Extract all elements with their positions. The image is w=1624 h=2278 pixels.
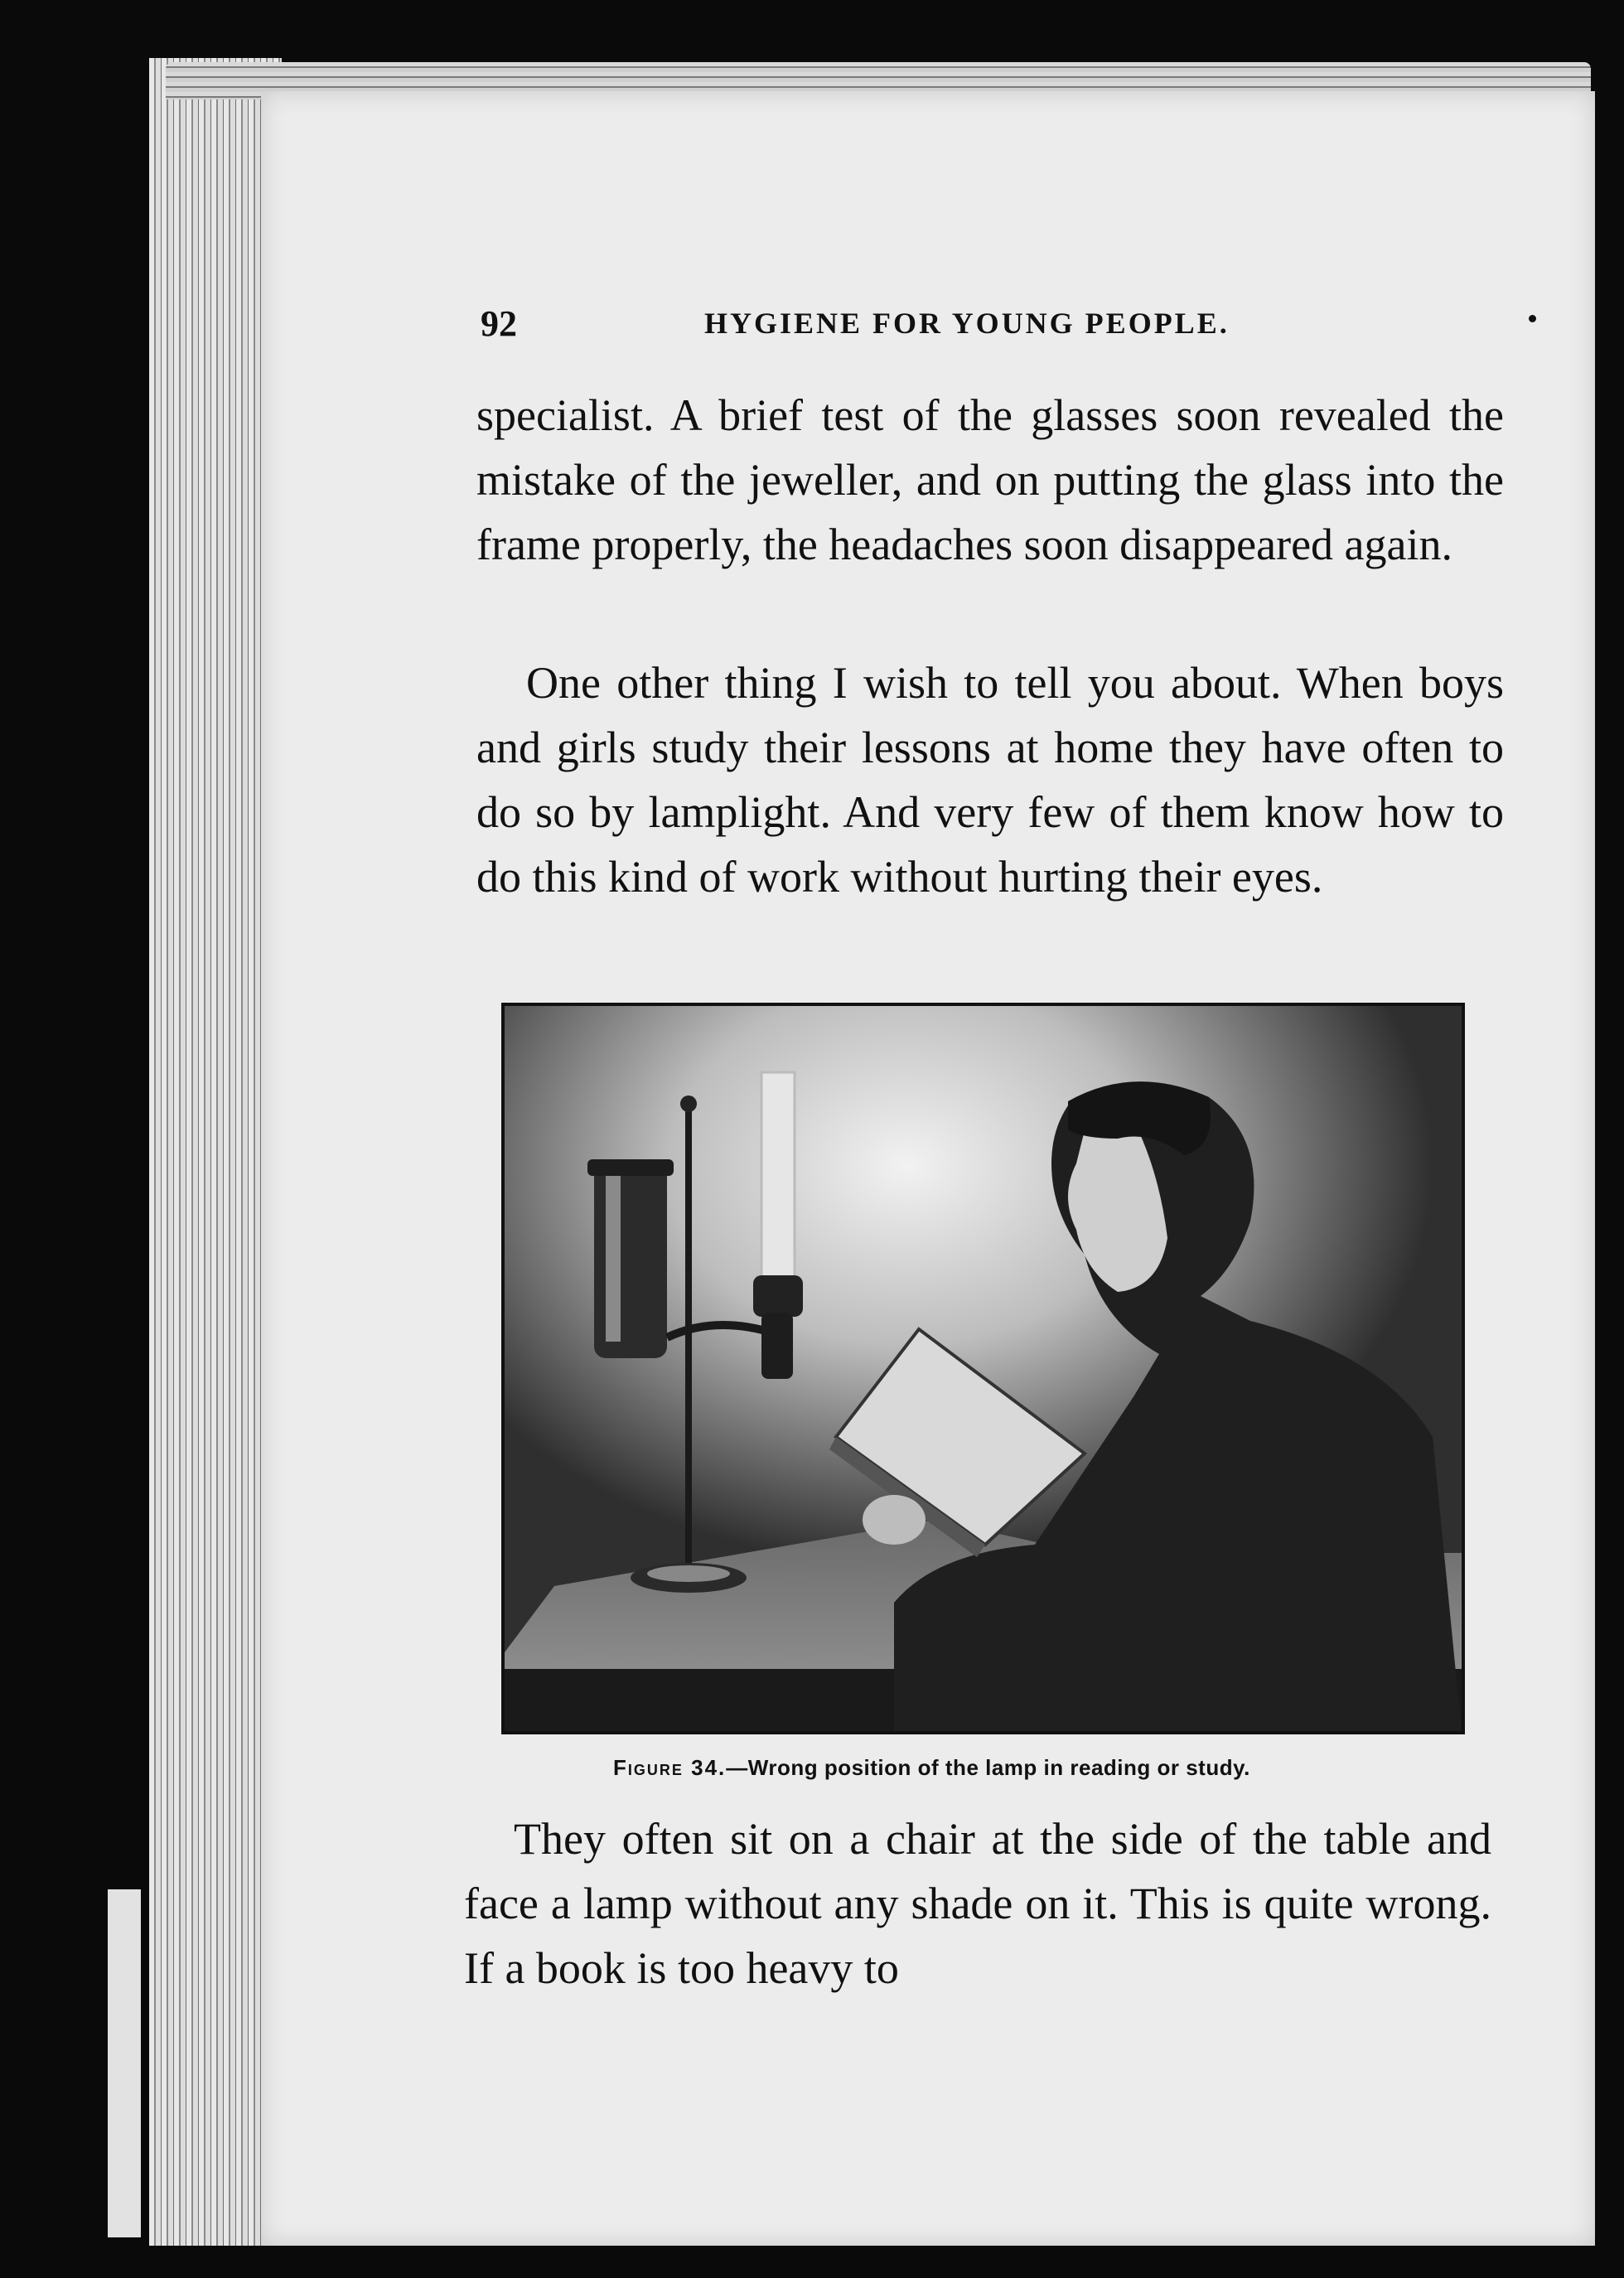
figure-illustration (501, 1003, 1465, 1734)
paragraph-3 (464, 1806, 1491, 2000)
page-header (481, 302, 1541, 352)
paragraph-1 (476, 383, 1504, 577)
figure-label: Figure 34. (613, 1755, 727, 1780)
running-head: HYGIENE FOR YOUNG PEOPLE. (704, 307, 1230, 340)
lamp-reading-illustration (505, 1006, 1462, 1731)
paragraph-2 (476, 651, 1504, 909)
figure-caption-text: —Wrong position of the lamp in reading or study. (726, 1755, 1250, 1780)
page-number: 92 (481, 303, 517, 344)
paragraph-2-text: One other thing I wish to tell you about. When boys and girls study their lessons at home they have often to do so by lamplight. And very few of them know how to do this kind of work without hurting their eyes. (476, 658, 1504, 902)
figure-caption (613, 1755, 1359, 1781)
paragraph-1-text: specialist. A brief test of the glasses soon revealed the mistake of the jeweller, and on putting the glass into the frame properly, the headaches soon disappeared again. (476, 390, 1504, 569)
page-slip (108, 1889, 141, 2237)
paragraph-3-text: They often sit on a chair at the side of the table and face a lamp without any shade on it. This is quite wrong. If a book is too heavy to (464, 1814, 1491, 1993)
